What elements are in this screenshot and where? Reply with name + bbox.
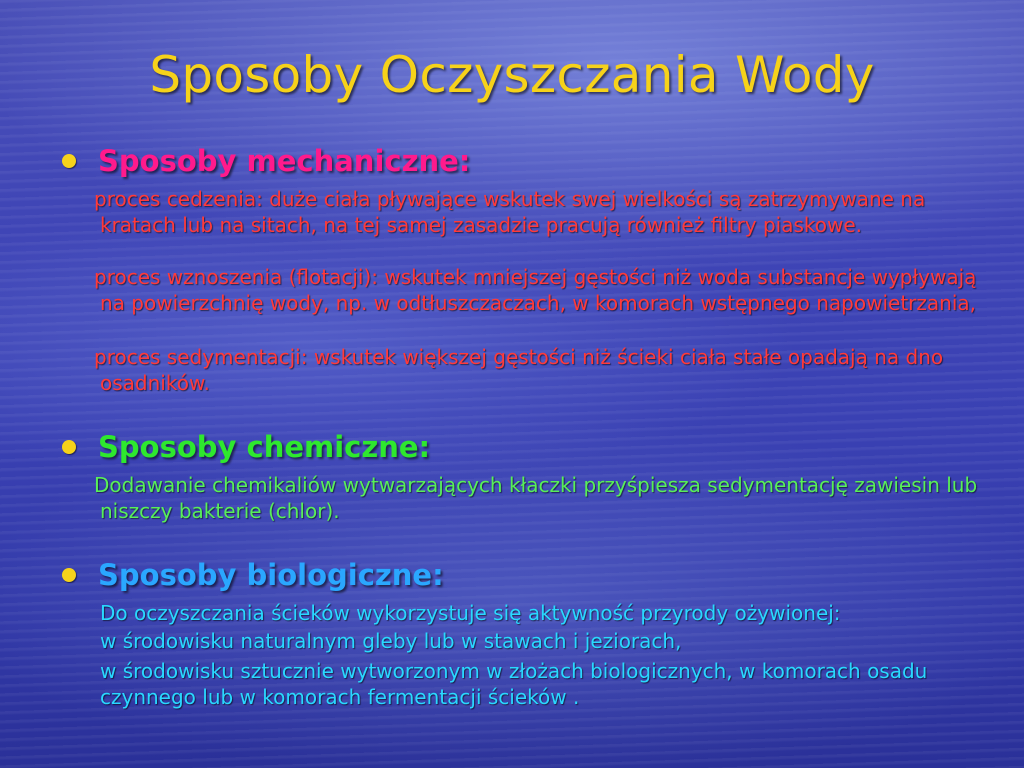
paragraph-srodowisko-sztuczne: w środowisku sztucznie wytworzonym w złożach biologicznych, w komorach osadu czynnego lub w komorach fermentacji ścieków . (100, 659, 928, 709)
paragraph-chemikalia: Dodawanie chemikaliów wytwarzających kłaczki przyśpiesza sedymentację zawiesin lub niszczy bakterie (chlor). (94, 473, 978, 523)
paragraph-sedymentacja: proces sedymentacji: wskutek większej gęstości niż ścieki ciała stałe opadają na dno osadników. (94, 345, 944, 395)
paragraph-flotacja: proces wznoszenia (flotacji): wskutek mniejszej gęstości niż woda substancje wypływają na powierzchnię wody, np. w odtłuszczaczach, w komorach wstępnego napowietrzania, (94, 265, 977, 315)
paragraph-cedzenie: proces cedzenia: duże ciała pływające wskutek swej wielkości są zatrzymywane na kratach lub na sitach, na tej samej zasadzie pracują również filtry piaskowe. (94, 187, 926, 237)
section-heading-biological: Sposoby biologiczne: (98, 558, 444, 592)
section-heading-chemical: Sposoby chemiczne: (98, 430, 431, 464)
bullet-icon (62, 568, 76, 582)
section-heading-mechanical: Sposoby mechaniczne: (98, 144, 471, 178)
paragraph-aktywnosc: Do oczyszczania ścieków wykorzystuje się aktywność przyrody ożywionej: (100, 601, 841, 625)
paragraph-srodowisko-naturalne: w środowisku naturalnym gleby lub w stawach i jeziorach, (100, 629, 682, 653)
section-biological (62, 558, 444, 592)
section-chemical (62, 430, 430, 464)
bullet-icon (62, 154, 76, 168)
slide-title: Sposoby Oczyszczania Wody (149, 46, 875, 104)
bullet-icon (62, 440, 76, 454)
section-mechanical (62, 144, 470, 178)
